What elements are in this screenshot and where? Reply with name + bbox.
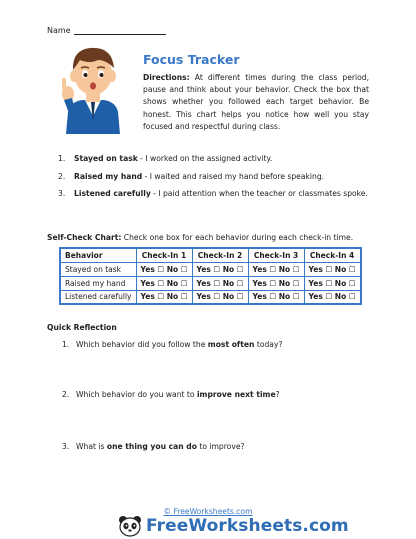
question-text-end: today? [254, 340, 283, 349]
behavior-name: Listened carefully [74, 189, 151, 198]
yes-no-checkbox[interactable]: Yes ☐ No ☐ [136, 276, 192, 290]
name-label: Name [47, 26, 71, 35]
row-behavior: Stayed on task [60, 262, 136, 276]
header-check-in-1: Check-In 1 [136, 248, 192, 262]
worksheet-title: Focus Tracker [143, 52, 240, 67]
table-row [60, 262, 361, 276]
behavior-desc: - I worked on the assigned activity. [137, 154, 273, 163]
directions-label: Directions: [143, 73, 190, 82]
question-emphasis: one thing you can do [106, 442, 197, 451]
self-check-chart [59, 247, 362, 305]
yes-no-checkbox[interactable]: Yes ☐ No ☐ [136, 262, 192, 276]
panda-icon [118, 515, 142, 537]
question-emphasis: improve next time [196, 390, 276, 399]
table-row [60, 276, 361, 290]
behavior-desc: - I waited and raised my hand before speaking. [142, 171, 325, 181]
behavior-item [58, 153, 378, 165]
reflection-question [62, 340, 282, 349]
yes-no-checkbox[interactable]: Yes ☐ No ☐ [192, 262, 248, 276]
behavior-desc: - I paid attention when the teacher or classmates spoke. [150, 189, 368, 198]
yes-no-checkbox[interactable]: Yes ☐ No ☐ [192, 290, 248, 304]
reflection-question [62, 390, 280, 399]
footer-link[interactable]: © FreeWorksheets.com [163, 507, 253, 516]
behavior-name: Stayed on task [74, 154, 138, 163]
yes-no-checkbox[interactable]: Yes ☐ No ☐ [248, 290, 304, 304]
yes-no-checkbox[interactable]: Yes ☐ No ☐ [304, 262, 361, 276]
row-behavior: Raised my hand [60, 276, 136, 290]
header-check-in-4: Check-In 4 [304, 248, 361, 262]
header-behavior: Behavior [60, 248, 136, 262]
yes-no-checkbox[interactable]: Yes ☐ No ☐ [304, 290, 361, 304]
logo-text: FreeWorksheets.com [146, 516, 349, 536]
header-check-in-2: Check-In 2 [192, 248, 248, 262]
behavior-number: 1. [58, 154, 66, 163]
boy-illustration [54, 38, 130, 134]
name-field[interactable] [74, 27, 166, 35]
footer-logo [118, 515, 349, 537]
question-text: Which behavior do you want to [76, 390, 197, 399]
yes-no-checkbox[interactable]: Yes ☐ No ☐ [304, 276, 361, 290]
question-number: 2. [62, 390, 70, 399]
header-check-in-3: Check-In 3 [248, 248, 304, 262]
behavior-item [58, 188, 378, 200]
behavior-name: Raised my hand [74, 171, 143, 181]
yes-no-checkbox[interactable]: Yes ☐ No ☐ [248, 276, 304, 290]
question-text: Which behavior did you follow the [76, 340, 208, 349]
behavior-number: 2. [58, 171, 66, 181]
yes-no-checkbox[interactable]: Yes ☐ No ☐ [136, 290, 192, 304]
question-text-end: ? [275, 390, 280, 399]
row-behavior: Listened carefully [60, 290, 136, 304]
question-emphasis: most often [207, 340, 255, 349]
chart-header-row [60, 248, 361, 262]
reflection-question [62, 442, 245, 451]
table-row [60, 290, 361, 304]
name-row [47, 26, 166, 35]
question-text: What is [76, 442, 107, 451]
behavior-item [58, 171, 378, 183]
yes-no-checkbox[interactable]: Yes ☐ No ☐ [192, 276, 248, 290]
behavior-number: 3. [58, 189, 66, 198]
chart-label: Self-Check Chart: [47, 233, 122, 242]
directions [143, 72, 369, 133]
yes-no-checkbox[interactable]: Yes ☐ No ☐ [248, 262, 304, 276]
reflection-heading: Quick Reflection [47, 323, 117, 332]
behavior-list [58, 153, 378, 206]
question-text-end: to improve? [196, 442, 245, 451]
question-number: 1. [62, 340, 70, 349]
directions-text: At different times during the class period, pause and think about your behavior. Check the box that shows whether you followed each target behavior. Be honest. This chart helps you notice how well you stay focused and respectful during class. [143, 73, 369, 131]
question-number: 3. [62, 442, 70, 451]
chart-instructions-text: Check one box for each behavior during each check-in time. [121, 233, 354, 242]
chart-instructions [47, 233, 353, 242]
